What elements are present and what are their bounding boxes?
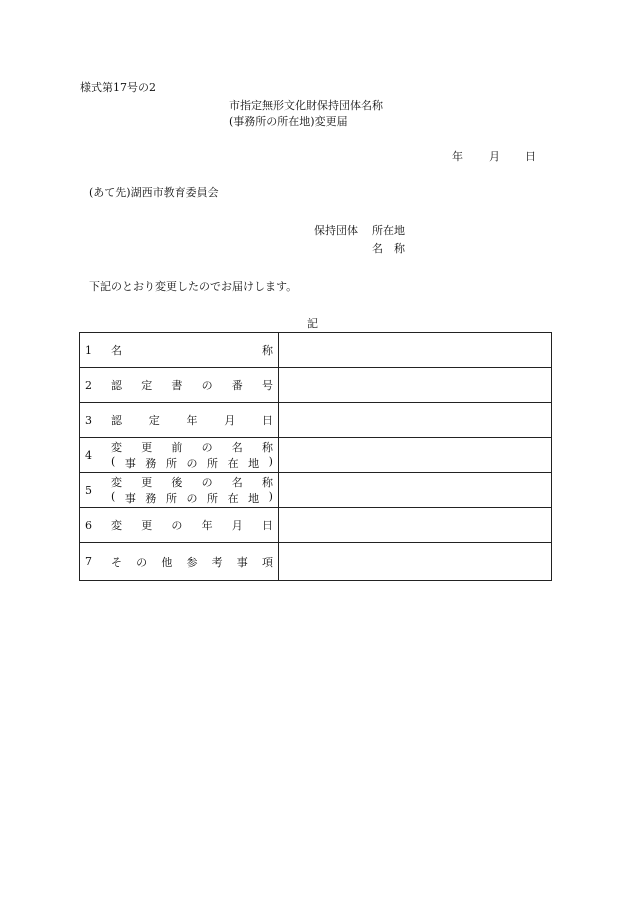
label-char: 変: [111, 476, 122, 489]
label-char: (: [111, 490, 116, 503]
label-char: 所: [165, 457, 177, 470]
row-label: [111, 543, 279, 581]
label-char: 事: [124, 492, 136, 505]
row-number: 2: [80, 368, 112, 403]
form-title-line2: (事務所の所在地)変更届: [229, 115, 348, 128]
date-day-label: 日: [525, 150, 536, 163]
table-row: [80, 473, 552, 508]
row-number: 3: [80, 403, 112, 438]
row-label: [111, 333, 279, 368]
label-char: 更: [141, 441, 153, 454]
holder-org-label: 保持団体: [314, 224, 358, 237]
label-char: 所: [165, 492, 177, 505]
label-char: 在: [227, 457, 239, 470]
row-number: 6: [80, 508, 112, 543]
label-char: 務: [145, 492, 157, 505]
label-char: 称: [261, 476, 273, 489]
row-label: [111, 403, 279, 438]
label-char: 参: [186, 555, 198, 569]
row-value-field[interactable]: [279, 403, 552, 438]
label-char: そ: [111, 555, 122, 569]
label-char: の: [201, 441, 213, 454]
row-value-field[interactable]: [279, 508, 552, 543]
table-row: [80, 403, 552, 438]
label-char: 後: [171, 476, 183, 489]
label-char: 名: [231, 441, 243, 454]
change-details-table: [79, 332, 552, 581]
row-label: [111, 508, 279, 543]
label-char: 考: [211, 555, 223, 569]
row-value-field[interactable]: [279, 368, 552, 403]
row-number: 4: [80, 438, 112, 473]
label-char: 番: [231, 379, 243, 392]
label-char: 称: [261, 441, 273, 454]
label-char: の: [171, 519, 183, 532]
label-char: 認: [111, 379, 122, 392]
label-char: の: [201, 476, 213, 489]
row-number: 7: [80, 543, 112, 581]
label-char: 地: [248, 492, 260, 505]
label-char: 名: [111, 344, 122, 357]
row-value-field[interactable]: [279, 438, 552, 473]
form-title-line1: 市指定無形文化財保持団体名称: [229, 99, 383, 112]
label-char: 日: [261, 519, 273, 532]
label-char: 定: [141, 379, 153, 392]
label-char: ): [268, 455, 273, 468]
label-char: 号: [261, 379, 273, 392]
label-char: 所: [207, 457, 219, 470]
label-char: 書: [171, 379, 183, 392]
date-line: [452, 151, 536, 162]
label-char: 名: [231, 476, 243, 489]
table-row: [80, 333, 552, 368]
label-char: 事: [236, 555, 248, 569]
label-char: 年: [186, 414, 198, 427]
label-char: 認: [111, 414, 122, 427]
label-char: 項: [261, 555, 273, 569]
row-value-field[interactable]: [279, 333, 552, 368]
label-char: 事: [124, 457, 136, 470]
holder-name-label: 名 称: [372, 242, 405, 255]
label-char: 日: [262, 414, 273, 427]
label-char: 更: [141, 519, 153, 532]
label-char: 所: [207, 492, 219, 505]
holder-address-label: 所在地: [372, 224, 405, 237]
label-char: 称: [262, 344, 273, 357]
row-number: 1: [80, 333, 112, 368]
label-char: 前: [171, 441, 183, 454]
label-char: 変: [111, 441, 122, 454]
label-char: の: [186, 457, 198, 470]
label-char: 定: [148, 414, 160, 427]
label-char: の: [186, 492, 198, 505]
statement: 下記のとおり変更したのでお届けします。: [89, 280, 298, 293]
label-char: 他: [161, 555, 173, 569]
table-row: [80, 508, 552, 543]
ki-heading: 記: [307, 317, 318, 330]
label-char: 更: [141, 476, 153, 489]
table-row: [80, 368, 552, 403]
label-char: 月: [224, 414, 236, 427]
table-row: [80, 438, 552, 473]
label-char: の: [201, 379, 213, 392]
label-char: ): [268, 490, 273, 503]
label-char: 変: [111, 519, 122, 532]
label-char: の: [136, 555, 148, 569]
row-number: 5: [80, 473, 112, 508]
date-month-label: 月: [489, 150, 500, 163]
row-label: [111, 368, 279, 403]
label-char: (: [111, 455, 116, 468]
table-row: [80, 543, 552, 581]
label-char: 在: [227, 492, 239, 505]
label-char: 月: [231, 519, 243, 532]
label-char: 年: [201, 519, 213, 532]
row-value-field[interactable]: [279, 543, 552, 581]
row-label: [111, 473, 279, 508]
label-char: 務: [145, 457, 157, 470]
date-year-label: 年: [452, 150, 463, 163]
row-label: [111, 438, 279, 473]
addressee: (あて先)湖西市教育委員会: [89, 186, 219, 199]
row-value-field[interactable]: [279, 473, 552, 508]
form-number: 様式第17号の2: [80, 81, 156, 94]
label-char: 地: [248, 457, 260, 470]
